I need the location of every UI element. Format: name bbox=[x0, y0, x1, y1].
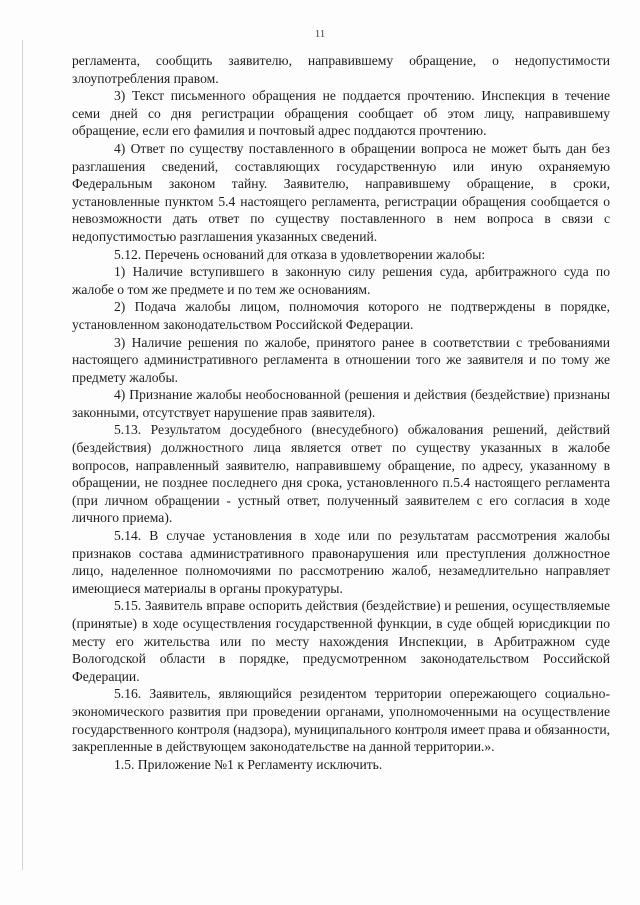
paragraph-item-4: 4) Ответ по существу поставленного в обращении вопроса не может быть дан без разглашения сведений, составляющих государственную или иную охраняемую Федеральным законом тайну. Заявителю, направившему обращение, в сроки, установленные пунктом 5.4 настоящего регламента, регистрации обращения сообщается о невозможности дать ответ по существу поставленного в нем вопроса в связи с недопустимостью разглашения указанных сведений. bbox=[72, 140, 610, 244]
paragraph-continuation: регламента, сообщить заявителю, направившему обращение, о недопустимости злоупотребления правом. bbox=[72, 53, 610, 86]
paragraph-5-12-item-3: 3) Наличие решения по жалобе, принятого ранее в соответствии с требованиями настоящего административного регламента в отношении того же заявителя и по тому же предмету жалобы. bbox=[72, 334, 610, 385]
paragraph-5-12-item-4: 4) Признание жалобы необоснованной (решения и действия (бездействие) признаны законными, отсутствует нарушение прав заявителя). bbox=[72, 387, 610, 420]
paragraph-1-5: 1.5. Приложение №1 к Регламенту исключить. bbox=[114, 756, 383, 772]
paragraph-5-12-item-2: 2) Подача жалобы лицом, полномочия которого не подтверждены в порядке, установленном законодательством Российской Федерации. bbox=[72, 299, 610, 332]
paragraph-5-12: 5.12. Перечень оснований для отказа в удовлетворении жалобы: bbox=[114, 246, 486, 262]
document-body bbox=[72, 52, 610, 773]
paragraph-item-3: 3) Текст письменного обращения не поддается прочтению. Инспекция в течение семи дней со дня регистрации обращения сообщает об этом лицу, направившему обращение, если его фамилия и почтовый адрес поддаются прочтению. bbox=[72, 88, 610, 139]
paragraph-5-13: 5.13. Результатом досудебного (внесудебного) обжалования решений, действий (бездействия) должностного лица является ответ по существу указанных в жалобе вопросов, направленный заявителю, направившему обращение, по адресу, указанному в обращении, не позднее последнего дня срока, установленного п.5.4 настоящего регламента (при личном обращении - устный ответ, полученный заявителем с его согласия в ходе личного приема). bbox=[72, 422, 610, 526]
paragraph-5-15: 5.15. Заявитель вправе оспорить действия (бездействие) и решения, осуществляемые (принятые) в ходе осуществления государственной функции, в суде общей юрисдикции по месту его жительства или по месту нахождения Инспекции, в Арбитражном суде Вологодской области в порядке, предусмотренном законодательством Российской Федерации. bbox=[72, 598, 610, 684]
page-number: 11 bbox=[314, 28, 326, 40]
paragraph-5-16: 5.16. Заявитель, являющийся резидентом территории опережающего социально-экономического развития при проведении органами, уполномоченными на осуществление государственного контроля (надзора), муниципального контроля имеет права и обязанности, закрепленные в действующем законодательстве на данной территории.». bbox=[72, 686, 610, 755]
paragraph-5-12-item-1: 1) Наличие вступившего в законную силу решения суда, арбитражного суда по жалобе о том же предмете и по тем же основаниям. bbox=[72, 264, 610, 297]
scan-margin-line bbox=[22, 40, 23, 870]
paragraph-5-14: 5.14. В случае установления в ходе или по результатам рассмотрения жалобы признаков состава административного правонарушения или преступления должностное лицо, наделенное полномочиями по рассмотрению жалоб, незамедлительно направляет имеющиеся материалы в органы прокуратуры. bbox=[72, 528, 610, 596]
